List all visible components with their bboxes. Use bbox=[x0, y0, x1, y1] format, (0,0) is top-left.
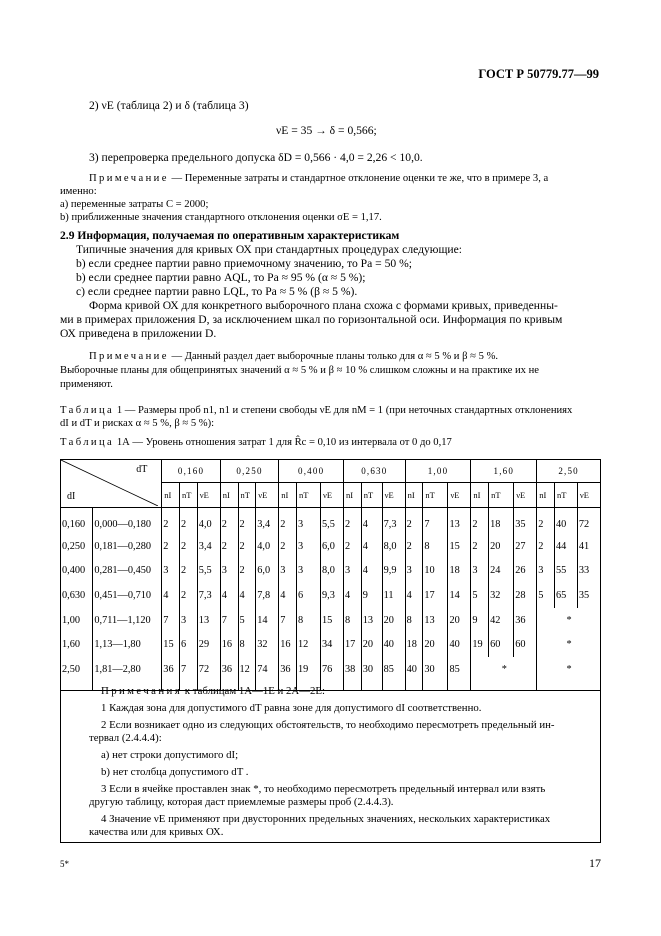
table-cell: 10 bbox=[423, 559, 448, 584]
table-cell: 3 bbox=[279, 559, 297, 584]
note-4-line2: качества или для кривых ОХ. bbox=[89, 826, 224, 838]
table-cell: 42 bbox=[489, 608, 514, 633]
table-cell: 7 bbox=[180, 657, 198, 690]
table-cell: 7 bbox=[220, 608, 238, 633]
notes-title-label: Примечания bbox=[101, 685, 183, 697]
star-cell: * bbox=[537, 632, 601, 657]
col-group: 0,160 bbox=[162, 460, 220, 483]
table-cell: 3,4 bbox=[256, 508, 279, 535]
sub-header: νE bbox=[382, 483, 405, 508]
page-number: 17 bbox=[589, 856, 601, 870]
table-cell: 29 bbox=[197, 632, 220, 657]
sub-header: νE bbox=[197, 483, 220, 508]
table-cell: 7,3 bbox=[382, 508, 405, 535]
table-cell: 15 bbox=[162, 632, 180, 657]
row-range: 0,451—0,710 bbox=[93, 583, 162, 608]
note-3-line2: другую таблицу, которая даст приемлемые размеры проб (2.4.4.3). bbox=[89, 796, 394, 808]
notes-title-rest: к таблицам 1А—1Е и 2А—2Е: bbox=[182, 685, 326, 697]
table-cell: 41 bbox=[577, 534, 600, 559]
star-cell: * bbox=[537, 608, 601, 633]
row-range: 1,81—2,80 bbox=[93, 657, 162, 690]
table-cell: 76 bbox=[321, 657, 344, 690]
table-cell: 4 bbox=[220, 583, 238, 608]
section-bullet-1: b) если среднее партии равно приемочному значению, то Pa = 50 %; bbox=[76, 257, 412, 270]
table-cell: 6 bbox=[180, 632, 198, 657]
table-cell: 4 bbox=[405, 583, 423, 608]
note-1: 1 Каждая зона для допустимого dT равна зоне для допустимого dI соответственно. bbox=[101, 702, 482, 714]
row-di: 1,60 bbox=[61, 632, 93, 657]
table-cell: 7 bbox=[162, 608, 180, 633]
table-cell: 18 bbox=[405, 632, 423, 657]
note2-label: Примечание bbox=[89, 351, 169, 362]
table-cell: 27 bbox=[514, 534, 537, 559]
table-cell: 38 bbox=[344, 657, 362, 690]
table-cell: 15 bbox=[321, 608, 344, 633]
table-cell: 4 bbox=[162, 583, 180, 608]
row-di: 2,50 bbox=[61, 657, 93, 690]
table-row bbox=[61, 534, 601, 559]
table-cell: 16 bbox=[279, 632, 297, 657]
table-cell: 3 bbox=[297, 534, 321, 559]
row-di: 0,160 bbox=[61, 508, 93, 535]
star-cell: * bbox=[537, 657, 601, 690]
note-2-a: a) нет строки допустимого dI; bbox=[101, 749, 239, 761]
table-cell: 2 bbox=[220, 534, 238, 559]
sub-header: nT bbox=[361, 483, 382, 508]
table-cell: 3 bbox=[297, 559, 321, 584]
table-cell: 40 bbox=[554, 508, 577, 535]
corner-di: dI bbox=[67, 491, 76, 502]
corner-cell bbox=[61, 460, 162, 508]
table-cell: 7,8 bbox=[256, 583, 279, 608]
table-cell: 9 bbox=[361, 583, 382, 608]
table-cell: 4,0 bbox=[197, 508, 220, 535]
note-2-b: b) нет столбца допустимого dT . bbox=[101, 766, 249, 778]
table-cell: 8 bbox=[423, 534, 448, 559]
table-cell: 8 bbox=[344, 608, 362, 633]
table-cell: 2 bbox=[537, 534, 555, 559]
table-cell: 74 bbox=[256, 657, 279, 690]
table-cell: 2 bbox=[238, 534, 256, 559]
col-group: 0,400 bbox=[279, 460, 344, 483]
table-cell: 36 bbox=[279, 657, 297, 690]
table-cell: 14 bbox=[256, 608, 279, 633]
table-caption-text3: 1А — Уровень отношения затрат 1 для R̂c = 0,10 из интервала от 0 до 0,17 bbox=[114, 437, 452, 448]
table-cell: 72 bbox=[577, 508, 600, 535]
note-2-line1: 2 Если возникает одно из следующих обстоятельств, то необходимо пересмотреть предельный ин- bbox=[101, 719, 555, 731]
table-cell: 4 bbox=[344, 583, 362, 608]
notes-title bbox=[101, 685, 325, 698]
table-cell: 33 bbox=[577, 559, 600, 584]
note-4-line1: 4 Значение νE применяют при двусторонних предельных значениях, нескольких характеристиках bbox=[101, 813, 551, 825]
note-2-line2: тервал (2.4.4.4): bbox=[89, 732, 162, 744]
table-cell: 2 bbox=[180, 583, 198, 608]
table-cell: 5,5 bbox=[321, 508, 344, 535]
table-cell: 4 bbox=[361, 508, 382, 535]
table-cell: 2 bbox=[180, 559, 198, 584]
intro-item-3: 3) перепроверка предельного допуска δD = 0,566 · 4,0 = 2,26 < 10,0. bbox=[89, 151, 423, 164]
table-cell: 16 bbox=[220, 632, 238, 657]
table-cell: 2 bbox=[537, 508, 555, 535]
table-cell: 8,0 bbox=[382, 534, 405, 559]
table-cell: 26 bbox=[514, 559, 537, 584]
col-group: 1,00 bbox=[405, 460, 471, 483]
table-cell: 19 bbox=[471, 632, 489, 657]
note2-line1 bbox=[89, 350, 498, 363]
table-cell: 3 bbox=[344, 559, 362, 584]
table-row bbox=[61, 583, 601, 608]
table-cell: 3 bbox=[405, 559, 423, 584]
table-cell: 35 bbox=[577, 583, 600, 608]
table-cell: 12 bbox=[238, 657, 256, 690]
sub-header: nT bbox=[180, 483, 198, 508]
table-cell: 60 bbox=[489, 632, 514, 657]
table-cell: 30 bbox=[423, 657, 448, 690]
sub-header: νE bbox=[577, 483, 600, 508]
table-cell: 3 bbox=[162, 559, 180, 584]
table-cell: 65 bbox=[554, 583, 577, 608]
row-di: 1,00 bbox=[61, 608, 93, 633]
table-cell: 2 bbox=[279, 508, 297, 535]
table-cell: 2 bbox=[238, 559, 256, 584]
row-range: 0,181—0,280 bbox=[93, 534, 162, 559]
table-cell: 6,0 bbox=[256, 559, 279, 584]
intro-item-2: 2) νE (таблица 2) и δ (таблица 3) bbox=[89, 99, 249, 112]
sub-header: νE bbox=[321, 483, 344, 508]
sub-header: nI bbox=[471, 483, 489, 508]
note1-b: b) приближенные значения стандартного отклонения оценки σE = 1,17. bbox=[60, 212, 382, 223]
sub-header: nT bbox=[554, 483, 577, 508]
table-cell: 60 bbox=[514, 632, 537, 657]
row-range: 1,13—1,80 bbox=[93, 632, 162, 657]
table-cell: 3 bbox=[220, 559, 238, 584]
table-cell: 36 bbox=[162, 657, 180, 690]
table-cell: 17 bbox=[344, 632, 362, 657]
row-di: 0,630 bbox=[61, 583, 93, 608]
table-cell: 40 bbox=[448, 632, 471, 657]
table-cell: 13 bbox=[448, 508, 471, 535]
section-p1: Типичные значения для кривых ОХ при стандартных процедурах следующие: bbox=[76, 243, 462, 256]
row-di: 0,250 bbox=[61, 534, 93, 559]
table-cell: 7 bbox=[279, 608, 297, 633]
table-cell: 5 bbox=[537, 583, 555, 608]
row-range: 0,000—0,180 bbox=[93, 508, 162, 535]
table-cell: 20 bbox=[382, 608, 405, 633]
sub-header: nI bbox=[344, 483, 362, 508]
table-cell: 2 bbox=[162, 534, 180, 559]
table-cell: 18 bbox=[489, 508, 514, 535]
table-cell: 36 bbox=[220, 657, 238, 690]
table-row bbox=[61, 608, 601, 633]
table-cell: 40 bbox=[405, 657, 423, 690]
table-cell: 2 bbox=[471, 508, 489, 535]
table-cell: 13 bbox=[361, 608, 382, 633]
note2-line3: применяют. bbox=[60, 379, 113, 390]
sub-header: nT bbox=[489, 483, 514, 508]
note1-label: Примечание bbox=[89, 173, 169, 184]
table-cell: 34 bbox=[321, 632, 344, 657]
table-cell: 40 bbox=[382, 632, 405, 657]
table-cell: 20 bbox=[489, 534, 514, 559]
table-cell: 13 bbox=[197, 608, 220, 633]
table-cell: 2 bbox=[405, 534, 423, 559]
note2-text1: — Данный раздел дает выборочные планы только для α ≈ 5 % и β ≈ 5 %. bbox=[168, 351, 499, 362]
standard-number: ГОСТ Р 50779.77—99 bbox=[478, 67, 599, 81]
table-cell: 4,0 bbox=[256, 534, 279, 559]
sample-size-table bbox=[60, 459, 601, 691]
table-row bbox=[61, 508, 601, 535]
table-cell: 9,9 bbox=[382, 559, 405, 584]
table-cell: 13 bbox=[423, 608, 448, 633]
footer-signature-mark: 5* bbox=[60, 859, 69, 869]
note1-text1: — Переменные затраты и стандартное отклонение оценки те же, что в примере 3, а bbox=[168, 173, 549, 184]
table-cell: 5 bbox=[238, 608, 256, 633]
sub-header: nI bbox=[162, 483, 180, 508]
row-range: 0,711—1,120 bbox=[93, 608, 162, 633]
note2-line2: Выборочные планы для общепринятых значений α ≈ 5 % и β ≈ 10 % слишком сложны и на практике их не bbox=[60, 365, 539, 376]
table-cell: 6,0 bbox=[321, 534, 344, 559]
table-cell: 2 bbox=[220, 508, 238, 535]
table-cell: 19 bbox=[297, 657, 321, 690]
star-cell: * bbox=[471, 657, 537, 690]
table-caption-line3 bbox=[60, 436, 452, 449]
table-cell: 9 bbox=[471, 608, 489, 633]
table-row bbox=[61, 559, 601, 584]
table-cell: 3 bbox=[471, 559, 489, 584]
col-group: 0,250 bbox=[220, 460, 278, 483]
note1-a: a) переменные затраты C = 2000; bbox=[60, 199, 209, 210]
sub-header: nI bbox=[405, 483, 423, 508]
table-cell: 55 bbox=[554, 559, 577, 584]
sub-header: νE bbox=[448, 483, 471, 508]
col-group: 0,630 bbox=[344, 460, 406, 483]
sub-header: νE bbox=[514, 483, 537, 508]
table-cell: 7 bbox=[423, 508, 448, 535]
table-cell: 15 bbox=[448, 534, 471, 559]
table-cell: 30 bbox=[361, 657, 382, 690]
table-cell: 85 bbox=[382, 657, 405, 690]
section-p2-line2: ми в примерах приложения D, за исключением шкал по горизонтальной оси. Информация по кривым bbox=[60, 313, 563, 326]
sub-header: nI bbox=[220, 483, 238, 508]
section-p2-line3: ОХ приведена в приложении D. bbox=[60, 327, 217, 340]
col-group: 2,50 bbox=[537, 460, 601, 483]
table-cell: 9,3 bbox=[321, 583, 344, 608]
sub-header: nT bbox=[297, 483, 321, 508]
table-cell: 4 bbox=[238, 583, 256, 608]
table-caption-line2: dI и dT и рисках α ≈ 5 %, β ≈ 5 %): bbox=[60, 418, 215, 429]
table-cell: 20 bbox=[423, 632, 448, 657]
table-cell: 2 bbox=[180, 534, 198, 559]
section-bullet-2: b) если среднее партии равно AQL, то Pa ≈ 95 % (α ≈ 5 %); bbox=[76, 271, 366, 284]
table-cell: 20 bbox=[361, 632, 382, 657]
table-caption-label-2: Таблица bbox=[60, 437, 115, 448]
sub-header: nT bbox=[238, 483, 256, 508]
table-cell: 8 bbox=[238, 632, 256, 657]
table-cell: 7,3 bbox=[197, 583, 220, 608]
table-cell: 5 bbox=[471, 583, 489, 608]
section-bullet-3: c) если среднее партии равно LQL, то Pa ≈ 5 % (β ≈ 5 %). bbox=[76, 285, 358, 298]
table-cell: 2 bbox=[180, 508, 198, 535]
table-cell: 36 bbox=[514, 608, 537, 633]
table-cell: 5,5 bbox=[197, 559, 220, 584]
table-cell: 11 bbox=[382, 583, 405, 608]
table-cell: 6 bbox=[297, 583, 321, 608]
sub-header: nI bbox=[279, 483, 297, 508]
table-cell: 2 bbox=[471, 534, 489, 559]
table-cell: 35 bbox=[514, 508, 537, 535]
table-cell: 8,0 bbox=[321, 559, 344, 584]
table-cell: 4 bbox=[361, 559, 382, 584]
table-notes-box bbox=[60, 677, 601, 843]
note1-line1 bbox=[89, 172, 548, 185]
table-cell: 3,4 bbox=[197, 534, 220, 559]
table-cell: 4 bbox=[361, 534, 382, 559]
table-cell: 2 bbox=[344, 534, 362, 559]
table-cell: 3 bbox=[180, 608, 198, 633]
table-caption-line1 bbox=[60, 404, 572, 417]
table-cell: 44 bbox=[554, 534, 577, 559]
col-group: 1,60 bbox=[471, 460, 537, 483]
table-cell: 4 bbox=[279, 583, 297, 608]
table-cell: 28 bbox=[514, 583, 537, 608]
note-3-line1: 3 Если в ячейке проставлен знак *, то необходимо пересмотреть предельный интервал или взять bbox=[101, 783, 546, 795]
table-cell: 12 bbox=[297, 632, 321, 657]
table-cell: 20 bbox=[448, 608, 471, 633]
table-cell: 18 bbox=[448, 559, 471, 584]
table-cell: 24 bbox=[489, 559, 514, 584]
table-cell: 8 bbox=[297, 608, 321, 633]
sub-header: νE bbox=[256, 483, 279, 508]
table-cell: 17 bbox=[423, 583, 448, 608]
table-cell: 2 bbox=[405, 508, 423, 535]
table-cell: 2 bbox=[344, 508, 362, 535]
sub-header: nI bbox=[537, 483, 555, 508]
sub-header: nT bbox=[423, 483, 448, 508]
table-cell: 2 bbox=[238, 508, 256, 535]
table-cell: 85 bbox=[448, 657, 471, 690]
table-cell: 3 bbox=[297, 508, 321, 535]
table-cell: 3 bbox=[537, 559, 555, 584]
table-cell: 14 bbox=[448, 583, 471, 608]
table-caption-label: Таблица bbox=[60, 405, 115, 416]
row-range: 0,281—0,450 bbox=[93, 559, 162, 584]
table-row bbox=[61, 632, 601, 657]
note1-text2: именно: bbox=[60, 186, 97, 197]
table-cell: 72 bbox=[197, 657, 220, 690]
row-di: 0,400 bbox=[61, 559, 93, 584]
section-heading: 2.9 Информация, получаемая по оперативным характеристикам bbox=[60, 229, 400, 242]
table-cell: 2 bbox=[162, 508, 180, 535]
table-cell: 32 bbox=[489, 583, 514, 608]
table-cell: 2 bbox=[279, 534, 297, 559]
table-cell: 32 bbox=[256, 632, 279, 657]
section-p2-line1: Форма кривой ОХ для конкретного выборочного плана схожа с формами кривых, приведенны- bbox=[89, 299, 558, 312]
intro-formula: νE = 35 → δ = 0,566; bbox=[276, 124, 377, 137]
table-caption-text1: 1 — Размеры проб n1, n1 и степени свободы νE для nM = 1 (при неточных стандартных отклонениях bbox=[114, 405, 573, 416]
corner-dt: dT bbox=[136, 464, 148, 475]
table-cell: 8 bbox=[405, 608, 423, 633]
